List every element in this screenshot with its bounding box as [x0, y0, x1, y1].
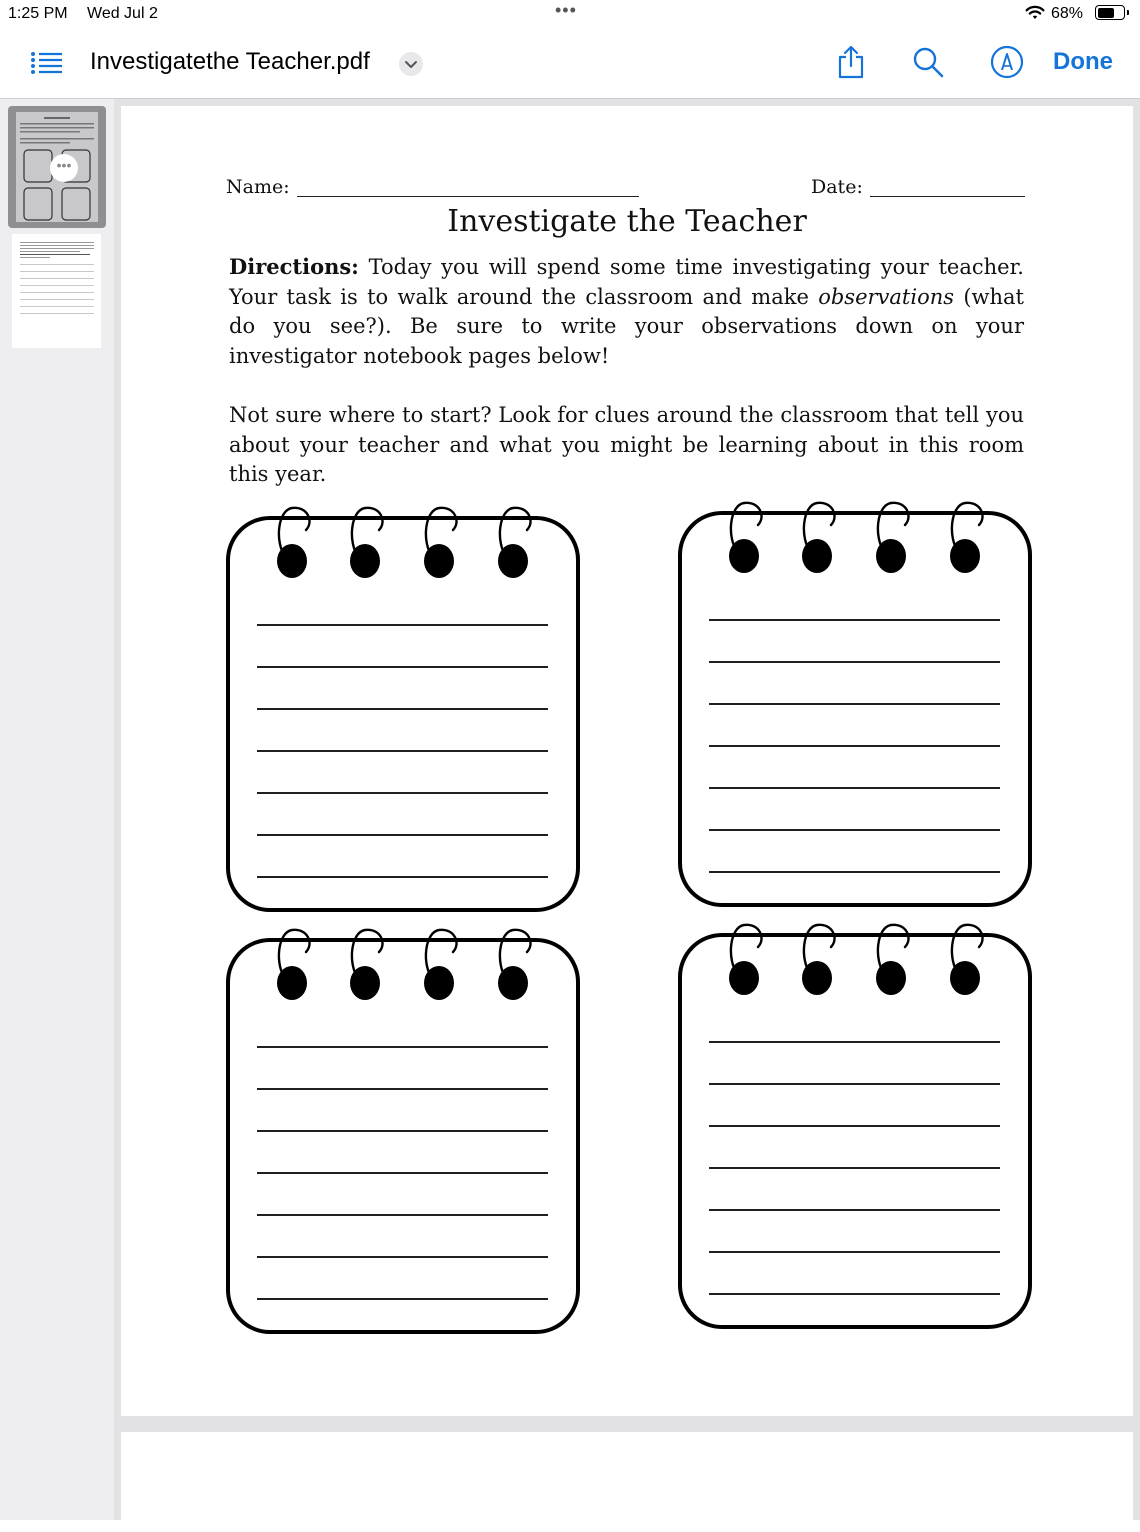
document-title[interactable]: Investigatethe Teacher.pdf: [90, 48, 370, 75]
directions-text-1: Today you will spend some time investigating your teacher. Your task is to walk around the classroom and make: [229, 255, 1024, 309]
notebook-illustration: [226, 928, 582, 1338]
notebook-illustration: [678, 923, 1034, 1333]
name-label: Name:: [226, 176, 290, 198]
notebook-illustration: [678, 501, 1034, 911]
worksheet-title: Investigate the Teacher: [447, 204, 807, 239]
binder-ring: [950, 539, 980, 573]
notebook-illustration: [226, 506, 582, 916]
page-thumbnail-2[interactable]: [12, 234, 101, 348]
binder-ring: [498, 544, 528, 578]
directions-text-2: (what do you see?). Be sure to write your observations down on your investigator notebook pages below!: [229, 284, 1024, 368]
binder-ring: [950, 961, 980, 995]
binder-ring: [498, 966, 528, 1000]
page-thumbnail-1[interactable]: [8, 106, 106, 228]
battery-icon: [1095, 5, 1125, 20]
chevron-down-icon[interactable]: [399, 52, 423, 76]
wifi-icon: [1024, 5, 1046, 21]
hint-paragraph: Not sure where to start? Look for clues around the classroom that tell you about your teacher and what you might be learning about in this room this year.: [229, 403, 1024, 486]
date-label: Date:: [811, 176, 863, 198]
pdf-page-2: [121, 1432, 1133, 1532]
directions-paragraph: [229, 252, 1024, 371]
binder-ring: [876, 539, 906, 573]
date-blank: [870, 196, 1025, 197]
share-icon[interactable]: [833, 44, 869, 80]
binder-ring: [350, 544, 380, 578]
multitasking-dots-icon[interactable]: •••: [555, 0, 577, 20]
binder-ring: [277, 544, 307, 578]
pdf-page-1: [121, 106, 1133, 1416]
battery-percent: 68%: [1051, 5, 1084, 22]
name-blank: [297, 196, 639, 197]
status-date: Wed Jul 2: [87, 5, 158, 22]
binder-ring: [802, 539, 832, 573]
status-bar: [0, 0, 1140, 28]
directions-italic-word: observations: [818, 284, 955, 309]
directions-label: Directions:: [229, 254, 359, 279]
binder-ring: [876, 961, 906, 995]
binder-ring: [277, 966, 307, 1000]
list-icon[interactable]: [28, 48, 64, 78]
status-time: 1:25 PM: [8, 5, 68, 22]
done-button[interactable]: Done: [1053, 48, 1113, 75]
binder-ring: [350, 966, 380, 1000]
binder-ring: [729, 961, 759, 995]
binder-ring: [424, 966, 454, 1000]
markup-icon[interactable]: [989, 44, 1025, 80]
more-options-icon[interactable]: •••: [50, 154, 78, 182]
binder-ring: [802, 961, 832, 995]
binder-ring: [424, 544, 454, 578]
top-toolbar: [0, 28, 1140, 99]
search-icon[interactable]: [910, 44, 946, 80]
binder-ring: [729, 539, 759, 573]
